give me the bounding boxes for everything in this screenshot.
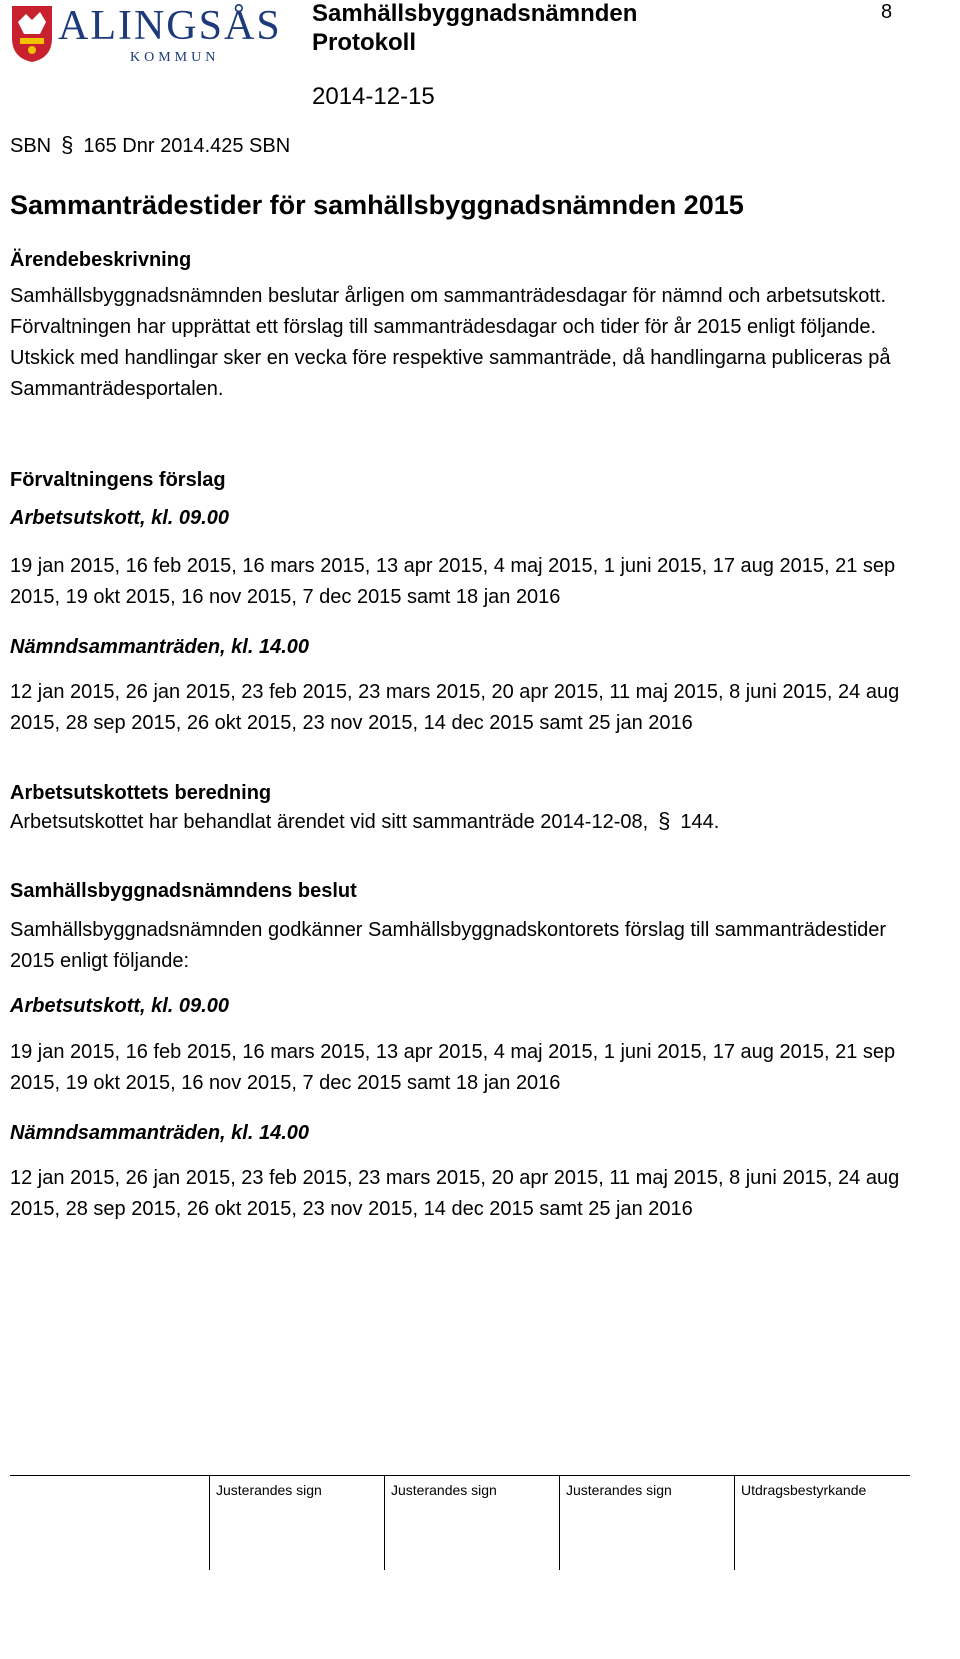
page-number: 8 [881,1,893,23]
document-date: 2014-12-15 [312,83,435,110]
footer-sign-cell-2: Justerandes sign [384,1476,559,1570]
ref-prefix: SBN [10,135,52,157]
beredning-text-after: 144. [680,811,720,833]
beslut-nm-dates: 12 jan 2015, 26 jan 2015, 23 feb 2015, 23 mars 2015, 20 apr 2015, 11 maj 2015, 8 juni 2015, 24 aug 2015, 28 sep 2015, 26 okt 2015, 23 nov 2015, 14 dec 2015 samt 25 jan 2016 [10,1167,900,1220]
section-sign: § [61,132,74,157]
heading-beredning: Arbetsutskottets beredning [10,782,272,804]
heading-beslut: Samhällsbyggnadsnämndens beslut [10,880,357,902]
beredning-text-before: Arbetsutskottet har behandlat ärendet vid sitt sammanträde 2014-12-08, [10,811,649,833]
beslut-au-heading: Arbetsutskott, kl. 09.00 [10,995,229,1017]
forslag-nm-dates: 12 jan 2015, 26 jan 2015, 23 feb 2015, 23 mars 2015, 20 apr 2015, 11 maj 2015, 8 juni 2015, 24 aug 2015, 28 sep 2015, 26 okt 2015, 23 nov 2015, 14 dec 2015 samt 25 jan 2016 [10,681,900,734]
forslag-au-heading: Arbetsutskott, kl. 09.00 [10,507,229,529]
heading-forslag: Förvaltningens förslag [10,469,226,491]
footer-certification-cell: Utdragsbestyrkande [734,1476,909,1570]
logo-wordmark: ALINGSÅS [58,3,282,49]
beredning-section-sign: § [658,808,671,833]
document-type: Protokoll [312,29,417,56]
case-reference [10,132,290,159]
forslag-nm-heading: Nämndsammanträden, kl. 14.00 [10,636,310,658]
signature-footer [10,1476,910,1570]
committee-name: Samhällsbyggnadsnämnden [312,0,638,27]
ref-number: 165 Dnr 2014.425 SBN [83,135,291,157]
page-title: Sammanträdestider för samhällsbyggnadsnämnden 2015 [10,190,744,220]
footer-sign-cell-1: Justerandes sign [209,1476,384,1570]
logo-subtitle: KOMMUN [130,50,220,65]
coat-of-arms-icon [10,4,54,64]
footer-sign-cell-3: Justerandes sign [559,1476,734,1570]
beslut-au-dates: 19 jan 2015, 16 feb 2015, 16 mars 2015, 13 apr 2015, 4 maj 2015, 1 juni 2015, 17 aug 2015, 21 sep 2015, 19 okt 2015, 16 nov 2015, 7 dec 2015 samt 18 jan 2016 [10,1041,896,1094]
footer-blank-cell [10,1476,209,1570]
beslut-nm-heading: Nämndsammanträden, kl. 14.00 [10,1122,310,1144]
arendebeskrivning-text: Samhällsbyggnadsnämnden beslutar årligen om sammanträdesdagar för nämnd och arbetsutskott. Förvaltningen har upprättat ett förslag till sammanträdesdagar och tider för år 2015 enligt följande. Utskick med handlingar sker en vecka före respektive sammanträde, då handlingarna publiceras på Sammanträdesportalen. [10,285,891,400]
heading-arendebeskrivning: Ärendebeskrivning [10,249,192,271]
beredning-text [10,805,910,838]
beslut-text: Samhällsbyggnadsnämnden godkänner Samhällsbyggnadskontorets förslag till sammanträdestider 2015 enligt följande: [10,919,887,972]
forslag-au-dates: 19 jan 2015, 16 feb 2015, 16 mars 2015, 13 apr 2015, 4 maj 2015, 1 juni 2015, 17 aug 2015, 21 sep 2015, 19 okt 2015, 16 nov 2015, 7 dec 2015 samt 18 jan 2016 [10,555,896,608]
alingsas-logo [10,2,290,66]
